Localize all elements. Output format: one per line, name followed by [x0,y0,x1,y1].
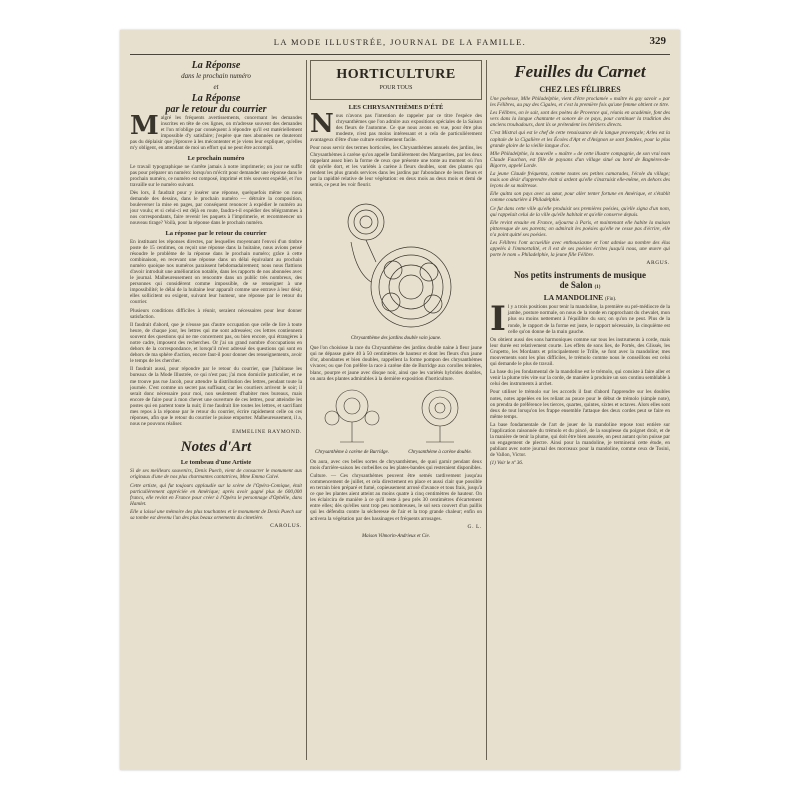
notes-art-title: Notes d'Art [180,439,252,456]
page-header [120,30,680,56]
paragraph: Mlle Philadelphie, la nouvelle « maître » de cette illustre compagnie, de son vrai nom Claude Fauchon, est fille de paysans d'un village situé au bord de Bagnères-de-Bigorre, appelé Lorde. [490,150,670,169]
paragraph: Ce fut dans cette ville qu'elle produisit ses premières poésies, qu'elle signa d'un nom, qui rappelait celui de la ville qu'elle habitait et qu'elle conserve depuis. [490,205,670,218]
paragraph: Les Félibres l'ont accueillie avec enthousiasme et l'ont admise au nombre des élus appelés à l'immortalité, et il est de ses poésies écrites jusqu'à nous, une œuvre qui porte le nom « Philadelphie, la jeune fille Félibre. [490,239,670,259]
horticulture-subtitle: POUR TOUS [379,85,413,91]
page-number: 329 [649,35,666,47]
paragraph: Pour utiliser le trémolo sur les accords il faut d'abord l'apprendre sur les doubles notes, notes appelées en les reliant au pouce pour le début de trémolo (simple note), on prendra de préférence les tierces, quartes, quintes, sixtes et octaves. Alors elles sont deux de tout lorsqu'on les frappe ensemble l'attaque des deux cordes peut se faire en même temps. [490,389,670,420]
signature: ARGUS. [646,260,670,267]
article-title: LES CHRYSANTHÈMES D'ÉTÉ [348,104,444,111]
paragraph: On aura, avec ces belles sortes de chrysanthèmes, de quoi garnir pendant deux mois d'arrière-saison les corbeilles ou les plates-bandes qui resteraient disponibles. [310,458,482,471]
feuilles-carnet-title: Feuilles du Carnet [514,62,646,81]
signature: CAROLUS. [270,523,302,530]
paragraph: Elle a laissé une mémoire des plus touchantes et le monument de Denis Puech sur sa tombe est devenu l'un des plus beaux ornements du cimetière. [130,508,302,521]
double-figure [398,384,482,459]
chrysanthemum-illustration [321,192,471,332]
subheading: Le prochain numéro [187,154,245,162]
paragraph: On obtient aussi des sons harmoniques comme sur tous les instruments à corde, mais leur durée est relativement courte. Les effets de sons lies, de Portés, des Glissés, les Grupetto, les Mordants et principalement le Trille, se font avec la mandoline; mes mouvements sont les plus difficiles, le trémolo comme nous le conseillons est celui qui demande le plus de travail. [490,336,670,368]
paragraph: Elle quitta son pays avec sa sœur, pour aller tenter fortune en Amérique, et s'établit comme couturière à Philadelphie. [490,191,670,204]
column-divider [306,60,307,760]
column-divider [486,60,487,760]
caption: Chrysanthème des jardins double vain jaune. [350,336,442,342]
paragraph: Il faudrait d'abord, que je n'eusse pas d'autre occupation que celle de lire à toute heure, de chaque jour, les lettres qui me sont adressées; ces lettres contiennent souvent des questions qui ne me concernent pas, ou bien encore, qui étrangères à notre cadre, imposent des recherches. Or j'ai un grand nombre d'occupations en dehors de la correspondance, et lorsqu'il m'est adressé des questions qui sont en dehors de ma sphère d'action, encore faut-il pour donner des renseignements, avoir le temps de les chercher. [130,321,302,365]
article-title: CHEZ LES FÉLIBRES [539,85,621,94]
signature: G. L. [467,523,482,530]
illustration-pair [310,384,482,459]
column-right [490,60,670,762]
reponse-heading: La Réponse dans le prochain numéro et La Réponse par le retour du courrier [165,60,267,115]
paragraph: Pour nous servir des termes horticoles, les Chrysanthèmes annuels des jardins, les Chrysanthèmes à carène qu'on appelle familièrement des Marguerites, par les deux rappelant assez bien la forme de ceux que présente une tonte au moment où l'on dit qu'elle dort, et les variétés à carène à fleurs doubles, sont des plantes qui rendent les plus grands services dans les jardins par l'abondance de leurs fleurs et par la rapidité relative de leur végétation: en deux mois au deux mois et demi de semis, ce peut les voir fleurir. [310,145,482,189]
paragraph: Culture. — Ces chrysanthèmes peuvent être semés tardivement jusqu'au commencement de juillet, et cela directement en place et aussi clair que possible en terrain bien préparé et fumé, copieusement arrosé d'avance et tous frais, jusqu'à ce que les plantes aient atteint au moins quatre à cinq centimètres de hauteur. On les éclaircira de manière à ce qu'il reste à peu près 30 centimètres d'écartement entre elles; dès qu'elles sont trop peu nombreuses, le sol sera couvert d'un paillis qui les défendra contre la sécheresse de l'air et la trop grande chaleur; enfin on activera la végétation par des bassinages et fréquents arrosages. [310,472,482,522]
paragraph: Une poétesse, Mlle Philadelphie, vient d'être proclamée « maître ès gay savoir » par les Félibres, au puy des Cigales, et c'est la première fois qu'une femme obtient ce titre. [490,96,670,109]
paragraph: Plusieurs conditions difficiles à réunir, seraient nécessaires pour leur donner satisfaction. [130,307,302,320]
paragraph: Nous n'avons pas l'intention de rappeler par ce titre l'espèce des chrysanthèmes que l'on admire aux expositions spéciales de la Saison des fleurs de l'automne. Ce que nous avons en vue, pour être plus modeste, n'est pas moins intéressant et a cela de particulièrement avantageux d'être d'une culture extrêmement facile. [310,109,482,144]
footnote: (1) Voir le nº 36. [490,460,524,466]
column-left [130,60,302,762]
double-illustration [398,384,482,444]
subheading: Le tombeau d'une Artiste [180,459,252,467]
caption: Chrysanthème à carène de Burridge. [314,449,389,455]
paragraph: La base fondamentale de l'art de jouer de la mandoline repose tout entière sur l'application raisonnée du trémolo et du pincé, de la souplesse du poignet droit, et de la manière de tenir la plume, qui doit être bien assurée, on peut autant qu'on puisse par un engagement de plectre. Ainsi pour la mandoline, je terminerai cette étude, en publiant avec notre journal des morceaux pour la mandoline, comme ceux de Tosini, de Vallon, Victor. [490,421,670,459]
drop-cap: N [310,109,334,139]
paragraph: La base du jeu fondamental de la mandoline est le trémolo, qui consiste à faire aller et venir la plume très vite sur la corde, de manière à produire un son continu semblable à celui des instruments à archet. [490,369,670,388]
horticulture-title: HORTICULTURE [336,67,456,82]
intro-paragraph: Malgré les fréquents avertissements, concernant les demandes inscrites en tête de ces lignes, on m'adresse souvent des demandes et l'on m'oblige par conséquent à répondre qu'il est matériellement impossible d'y satisfaire; j'espère que mes abonnées ne douteront pas du déplaisir que j'éprouve à les mécontenter et je viens leur expliquer, qu'elles m'y obligent, en attendant de moi un effort qui ne peut être accompli. [130,111,302,152]
journal-title: LA MODE ILLUSTRÉE, JOURNAL DE LA FAMILLE. [273,37,527,47]
caption: Chrysanthème à carène double. [408,449,472,455]
subheading: La réponse par le retour du courrier [165,229,267,237]
burridge-figure [310,384,394,459]
paragraph: Que l'on choisisse la race du Chrysanthème des jardins double naine à fleur jaune qui ne dépasse guère 40 à 50 centimètres de hauteur et dont les fleurs d'un jaune d'or, abondantes et bien doubles, rappellent la forme pompon des chrysanthèmes vivaces; ou que l'on préfère la race à carène dite de Burridge aux corolles teintées, blanc, pourpre et jaune avec disque noir, ainsi que les variétés hybrides doubles, on aura des plantes admirables à la dernière exposition d'horticulture. [310,345,482,382]
header-rule [130,54,670,55]
paragraph: Le travail typographique ne s'arrête jamais à notre imprimerie; on jour ne suffit pas pour préparer un numéro: lorsqu'on m'écrit pour demander une réponse dans le prochain numéro, ce numéro est composé, imprimé et très souvent expédié, et l'on travaille sur le numéro suivant. [130,163,302,188]
newspaper-page [120,30,680,770]
mandoline-heading: LA MANDOLINE (Fin). [543,293,617,303]
credit: Maison Vilmorin-Andrieux et Cie. [362,533,430,539]
instruments-heading: Nos petits instruments de musique de Salon (1) [513,270,646,291]
signature: EMMELINE RAYMOND. [232,429,302,436]
paragraph: La jeune Claude fréquenta, comme toutes ses petites camarades, l'école du village; mais son désir d'apprendre était si ardent qu'elle s'instruisit elle-même, en dehors des leçons de sa maîtresse. [490,171,670,190]
paragraph: Il y a trois positions pour tenir la mandoline, la première ou pré-médiocre de la jambe, posture normale, on nous de la ronde en rapprochant du chevalet, mon plus ou moins nettement à l'équilibre du son; on qu'on ne peut. Plus de la ronde, le rapport de la forme est juste, le rapport nécessaire, la cinquième est celle qu'on donne de la main gauche. [490,299,670,340]
paragraph: Les Félibres, on le sait, sont des poètes de Provence qui, réunis en académie, font des vers dans la langue chantante et sonore de ce pays, pour continuer la tradition des anciens troubadours, dont ils se prétendent les héritiers directs. [490,110,670,129]
paragraph: Cette artiste, qui fut toujours applaudie sur la scène de l'Opéra-Comique, était particulièrement appréciée en Amérique; après avoir gagné plus de 600,000 francs, elle revint en France pour créer à l'Opéra le personnage d'Ophélie, dans Hamlet. [130,482,302,507]
horticulture-banner [310,60,482,100]
paragraph: Si de ses meilleurs souvenirs, Denis Puech, vient de consacrer le monument aux originaux d'une de nos plus charmantes cantatrices, Mme Emma Calvé. [130,468,302,481]
burridge-illustration [310,384,394,444]
paragraph: Elle revint ensuite en France, séjourna à Paris, et maintenant elle habite la maison pittoresque de ses parents; on admirait les poésies qu'elle ne cesse pas d'écrire, elle n'a point quitté ses poésies. [490,219,670,238]
drop-cap: M [130,111,159,141]
paragraph: En instituant les réponses directes, par lesquelles moyennant l'envoi d'un timbre poste de 15 centimes, on reçoit une réponse dans la huitaine, nous avions pensé résoudre le problème de la réponse dans le prochain numéro; grâce à cette combinaison, en recevant une réponse dans un délai équivalant au prochain numéro quoique nos numéros paraissent hebdomadairement; nous nous flattions d'avoir introduit une amélioration notable, dans les rapports de nos abonnées avec le journal. Malheureusement on rencontre dans un public très nombreux, des personnes qui considèrent comme impossible, de se renseigner à une impossibilité; le délai de la huitaine leur apparaît comme une entrave à leur désir, elles sollicitent ou exigent, suivant leur humeur, une réponse par le retour du courrier. [130,238,302,306]
drop-cap: I [490,299,506,340]
paragraph: Dès lors, il faudrait pour y insérer une réponse, quelquefois même on nous demande des dessins, dans le prochain numéro — détruire la composition, bouleverser la mise en pages, par conséquent renoncer à expédier le numéro au jour voulu; et si celui-ci est déjà en route, faudra-t-il expédier des télégrammes à nos correspondants, faire revenir les paquets à l'imprimerie, et recommencer un nouveau tirage? Voilà, pour la réponse dans le prochain numéro. [130,189,302,227]
paragraph: Il faudrait aussi, pour répondre par le retour du courrier, que j'habitasse les bureaux de la Mode Illustrée, ce qui n'est pas; j'ai mon domicile particulier, et ne me trouve pas rue Jacob, pour attendre la distribution des lettres, pendant toute la journée. C'est comme un secret pas suffisant, car les courriers arrivent le soir; il serait donc nécessaire pour moi, non seulement d'habiter mes bureaux, mais encore de faire pour à mon chevet une ouverture de ces lettres, pour atteindre les postes qui en partent toute la nuit; il me faudrait lire toutes les lettres, et sacrifiant mes repos à la réponse par le retour du courrier, écrire rapidement celle ou ces réponses, afin que le retour du courrier le puisse emporter. Malheureusement, il a, nous ne pouvons réaliser. [130,366,302,428]
column-middle [310,60,482,762]
paragraph: C'est Mistral qui est le chef de cette renaissance de la langue provençale; Arles est la capitale de la Cigalière et les Écoles d'Apt et d'Avignon se sont fondées, pour la plus grande gloire de la vieille langue d'oc. [490,130,670,149]
